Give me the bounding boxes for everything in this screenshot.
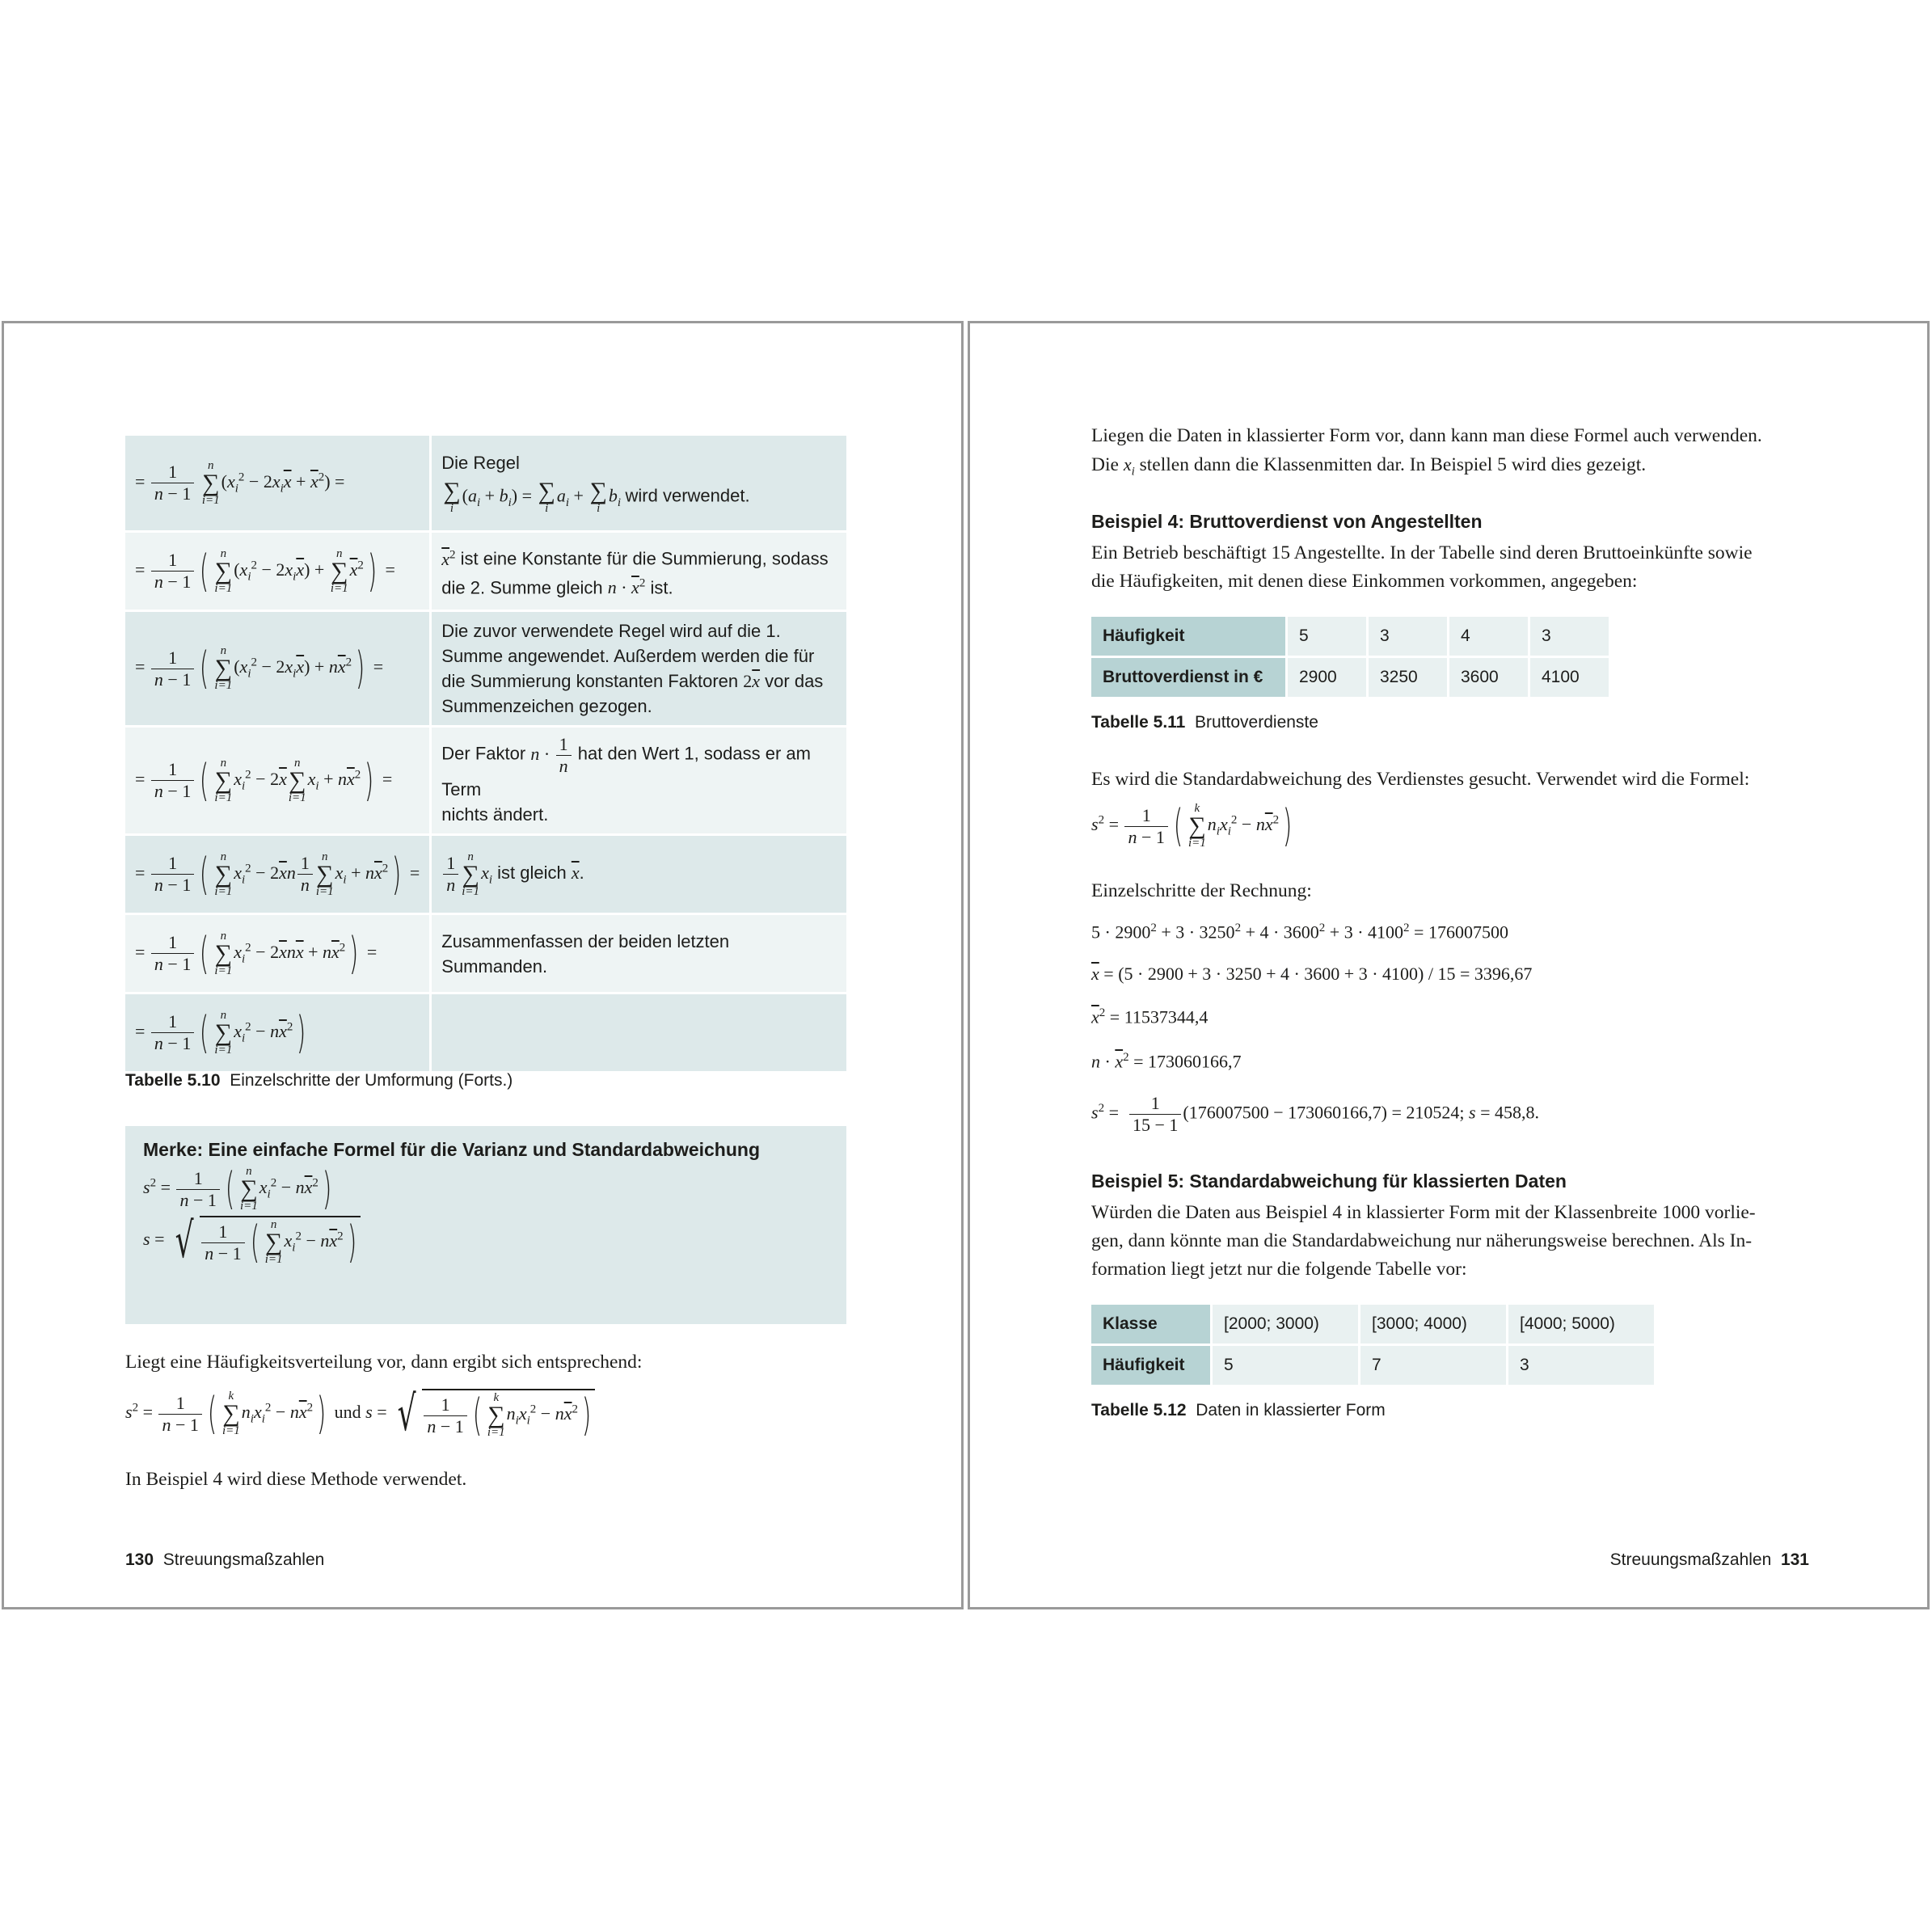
paragraph: Liegt eine Häufigkeitsverteilung vor, dann ergibt sich entsprechend: <box>125 1352 643 1373</box>
merke-box <box>125 1126 846 1324</box>
right-page <box>968 321 1930 1609</box>
table-row <box>125 612 846 725</box>
table-row <box>125 436 846 530</box>
table-cell: [3000; 4000) <box>1360 1305 1506 1344</box>
table-cell: [4000; 5000) <box>1508 1305 1654 1344</box>
table-cell: 3 <box>1508 1346 1654 1385</box>
paragraph: Es wird die Standardabweichung des Verdienstes gesucht. Verwendet wird die Formel: <box>1091 769 1750 790</box>
formula-cell: = $\frac{1}{n - 1}$ ( n ∑ i=1 $x_i^2 - 2\overline{x}n\overline{x} + n\overline{x}^2$) = <box>125 915 432 992</box>
paragraph: Würden die Daten aus Beispiel 4 in klassierter Form mit der Klassenbreite 1000 vorlie- gen, dann könnte man die Standardabweichung nur näherungsweise berechnen. Als In- formation liegt jetzt nur die folgende Tabelle vor: <box>1091 1202 1756 1280</box>
class-table <box>1089 1302 1656 1387</box>
table-row <box>1091 617 1609 656</box>
variance-formula: $s^2$ = $\frac{1}{n - 1}$ ( n ∑ i=1 $x_i^2 - n\overline{x}^2$) <box>143 1163 332 1214</box>
paragraph: Ein Betrieb beschäftigt 15 Angestellte. In der Tabelle sind deren Bruttoeinkünfte sowie die Häufigkeiten, mit denen diese Einkommen vorkommen, angegeben: <box>1091 542 1753 592</box>
table-row <box>1091 1305 1654 1344</box>
table-cell: [2000; 3000) <box>1213 1305 1358 1344</box>
table-row <box>1091 1346 1654 1385</box>
table-row <box>125 915 846 992</box>
explanation-cell: $\overline{x}^2$ ist eine Konstante für die Summierung, sodass die 2. Summe gleich $n \cdot \overline{x}^2$ ist. <box>432 533 846 610</box>
table-cell: 5 <box>1288 617 1366 656</box>
table-cell: 3 <box>1530 617 1609 656</box>
paragraph: Einzelschritte der Rechnung: <box>1091 880 1312 901</box>
page-footer: 130 Streuungsmaßzahlen <box>125 1550 325 1569</box>
formula-cell: = $\frac{1}{n - 1}$ ( n ∑ i=1 $x_i^2 - 2\overline{x}n$ $\frac{1}{n}$ n ∑ i=1 $x_i + n\overline{x}^2$) = <box>125 836 432 913</box>
formula-cell: = $\frac{1}{n - 1}$ ( n ∑ i=1 $x_i^2 - n\overline{x}^2$) <box>125 994 432 1071</box>
table-cell: 5 <box>1213 1346 1358 1385</box>
formula-cell: = $\frac{1}{n - 1}$ ( n ∑ i=1 $(x_i^2 - 2x_i\overline{x})$ + n ∑ i=1 $\overline{x}^2$) = <box>125 533 432 610</box>
calc-step-4: $n \cdot \overline{x}^2 = 173060166,7$ <box>1091 1051 1242 1072</box>
table-cell: 4 <box>1449 617 1528 656</box>
table-cell: 3250 <box>1369 658 1447 697</box>
table-caption: Tabelle 5.10 Einzelschritte der Umformung (Forts.) <box>125 1071 513 1090</box>
left-page <box>2 321 964 1609</box>
paragraph: In Beispiel 4 wird diese Methode verwendet. <box>125 1469 467 1490</box>
calc-step-5: $s^2$ = $\frac{1}{15 - 1}$ (176007500 − 173060166,7) = 210524; s = 458,8. <box>1091 1093 1539 1135</box>
row-header: Häufigkeit <box>1091 1346 1210 1385</box>
table-row <box>125 994 846 1071</box>
merke-title: Merke: Eine einfache Formel für die Varianz und Standardabweichung <box>143 1139 760 1160</box>
row-header: Häufigkeit <box>1091 617 1285 656</box>
explanation-cell <box>432 994 846 1071</box>
table-cell: 3600 <box>1449 658 1528 697</box>
section-heading: Beispiel 5: Standardabweichung für klassierten Daten <box>1091 1171 1567 1192</box>
formula-cell: = $\frac{1}{n - 1}$ ( n ∑ i=1 $x_i^2 - 2\overline{x}$ n ∑ i=1 $x_i + n\overline{x}^2$) = <box>125 728 432 833</box>
table-caption: Tabelle 5.12 Daten in klassierter Form <box>1091 1401 1386 1419</box>
derivation-table <box>125 433 846 1074</box>
section-heading: Beispiel 4: Bruttoverdienst von Angestellten <box>1091 511 1483 532</box>
calc-step-2: $\overline{x} = (5 \cdot 2900 + 3 \cdot 3250 + 4 \cdot 3600 + 3 \cdot 4100) / 15 = 3396,67$ <box>1091 964 1533 984</box>
explanation-cell: Zusammenfassen der beiden letzten Summanden. <box>432 915 846 992</box>
table-cell: 3 <box>1369 617 1447 656</box>
explanation-cell: $\frac{1}{n}$ n ∑ i=1 $x_i$ ist gleich $\overline{x}$. <box>432 836 846 913</box>
table-caption: Tabelle 5.11 Bruttoverdienste <box>1091 713 1318 732</box>
income-table <box>1089 614 1611 699</box>
explanation-cell: Die Regel ∑ i $(a_i + b_i)$ = ∑ i $a_i$ + ∑ i $b_i$ wird verwendet. <box>432 436 846 530</box>
row-header: Bruttoverdienst in € <box>1091 658 1285 697</box>
table-cell: 4100 <box>1530 658 1609 697</box>
table-cell: 2900 <box>1288 658 1366 697</box>
calc-step-3: $\overline{x}^2 = 11537344,4$ <box>1091 1006 1209 1027</box>
calc-step-1: $5 \cdot 2900^2 + 3 \cdot 3250^2 + 4 \cdot 3600^2 + 3 \cdot 4100^2 = 176007500$ <box>1091 922 1508 943</box>
table-cell: 7 <box>1360 1346 1506 1385</box>
paragraph: Liegen die Daten in klassierter Form vor, dann kann man diese Formel auch verwenden. Die $x_i$ stellen dann die Klassenmitten dar. In Beispiel 5 wird dies gezeigt. <box>1091 425 1762 479</box>
explanation-cell: Der Faktor n · $\frac{1}{n}$ hat den Wert 1, sodass er am Term nichts ändert. <box>432 728 846 833</box>
row-header: Klasse <box>1091 1305 1210 1344</box>
table-row <box>125 533 846 610</box>
formula-cell: = $\frac{1}{n - 1}$ n ∑ i=1 $(x_i^2 - 2x_i\overline{x} + \overline{x}^2)$ = <box>125 436 432 530</box>
table-row <box>1091 658 1609 697</box>
table-row <box>125 728 846 833</box>
table-row <box>125 836 846 913</box>
formula-cell: = $\frac{1}{n - 1}$ ( n ∑ i=1 $(x_i^2 - 2x_i\overline{x}) + n\overline{x}^2$) = <box>125 612 432 725</box>
frequency-formula: $s^2$ = $\frac{1}{n - 1}$ ( k ∑ i=1 $n_ix_i^2 - n\overline{x}^2$) und s = √ $\frac{1}{n - 1}$ ( k ∑ i=1 $n_ix_i^2 - n\overline{x}^2$) <box>125 1389 595 1439</box>
explanation-cell: Die zuvor verwendete Regel wird auf die 1. Summe angewendet. Außerdem werden die für die Summierung konstanten Faktoren $2\overline{x}$ vor das Summenzeichen gezogen. <box>432 612 846 725</box>
formula: $s^2$ = $\frac{1}{n - 1}$ ( k ∑ i=1 $n_ix_i^2 - n\overline{x}^2$) <box>1091 800 1293 851</box>
stddev-formula: s = √ $\frac{1}{n - 1}$ ( n ∑ i=1 $x_i^2 - n\overline{x}^2$) <box>143 1216 829 1266</box>
page-footer: Streuungsmaßzahlen 131 <box>1609 1550 1809 1569</box>
